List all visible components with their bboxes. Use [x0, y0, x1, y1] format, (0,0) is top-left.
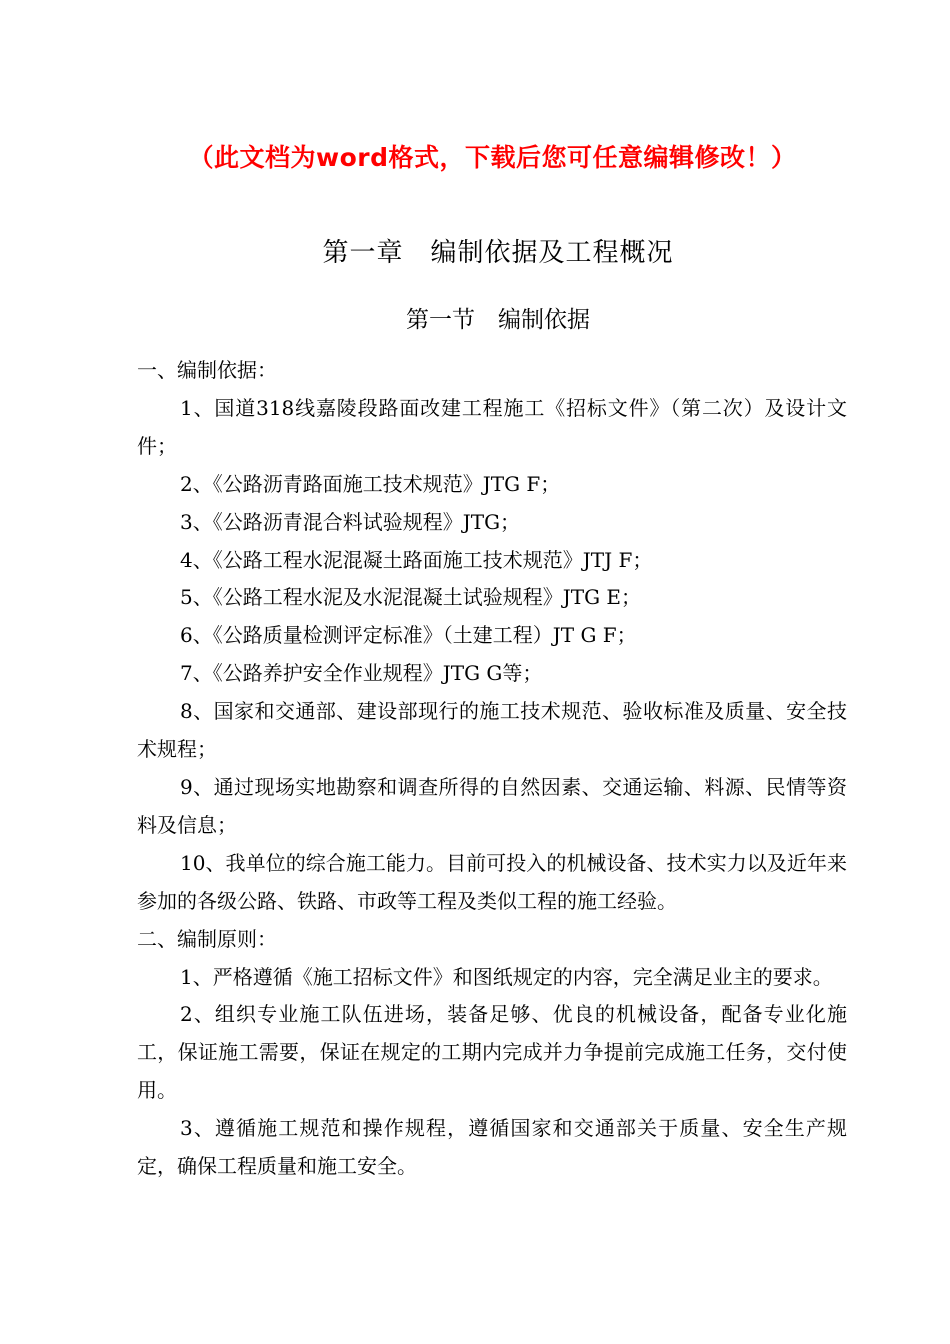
- basis-item: 10、我单位的综合施工能力。目前可投入的机械设备、技术实力以及近年来参加的各级公路、铁路、市政等工程及类似工程的施工经验。: [137, 850, 847, 913]
- basis-item: 6、《公路质量检测评定标准》（土建工程）JT G F；: [180, 623, 637, 648]
- document-body: [137, 352, 847, 1186]
- principles-heading: 二、编制原则：: [137, 926, 277, 951]
- basis-item: 8、国家和交通部、建设部现行的施工技术规范、验收标准及质量、安全技术规程；: [137, 699, 847, 762]
- principles-item: 1、严格遵循《施工招标文件》和图纸规定的内容，完全满足业主的要求。: [180, 964, 833, 989]
- basis-heading: 一、编制依据：: [137, 358, 277, 382]
- basis-item: 7、《公路养护安全作业规程》JTG G等；: [180, 661, 543, 686]
- basis-item: 2、《公路沥青路面施工技术规范》JTG F；: [180, 471, 561, 496]
- download-notice: （此文档为word格式，下载后您可任意编辑修改！）: [188, 143, 797, 172]
- basis-item: 9、通过现场实地勘察和调查所得的自然因素、交通运输、料源、民情等资料及信息；: [137, 774, 847, 837]
- principles-item: 2、组织专业施工队伍进场，装备足够、优良的机械设备，配备专业化施工，保证施工需要，保证在规定的工期内完成并力争提前完成施工任务，交付使用。: [137, 1002, 847, 1103]
- basis-item: 3、《公路沥青混合料试验规程》JTG；: [180, 509, 521, 534]
- basis-item: 4、《公路工程水泥混凝土路面施工技术规范》JTJ F；: [180, 547, 653, 572]
- chapter-title: 第一章 编制依据及工程概况: [322, 238, 674, 268]
- basis-item: 5、《公路工程水泥及水泥混凝土试验规程》JTG E；: [180, 585, 642, 610]
- section-title: 第一节 编制依据: [406, 307, 590, 333]
- principles-item: 3、遵循施工规范和操作规程，遵循国家和交通部关于质量、安全生产规定，确保工程质量和施工安全。: [137, 1116, 847, 1179]
- basis-item: 1、国道318线嘉陵段路面改建工程施工《招标文件》（第二次）及设计文件；: [137, 395, 847, 458]
